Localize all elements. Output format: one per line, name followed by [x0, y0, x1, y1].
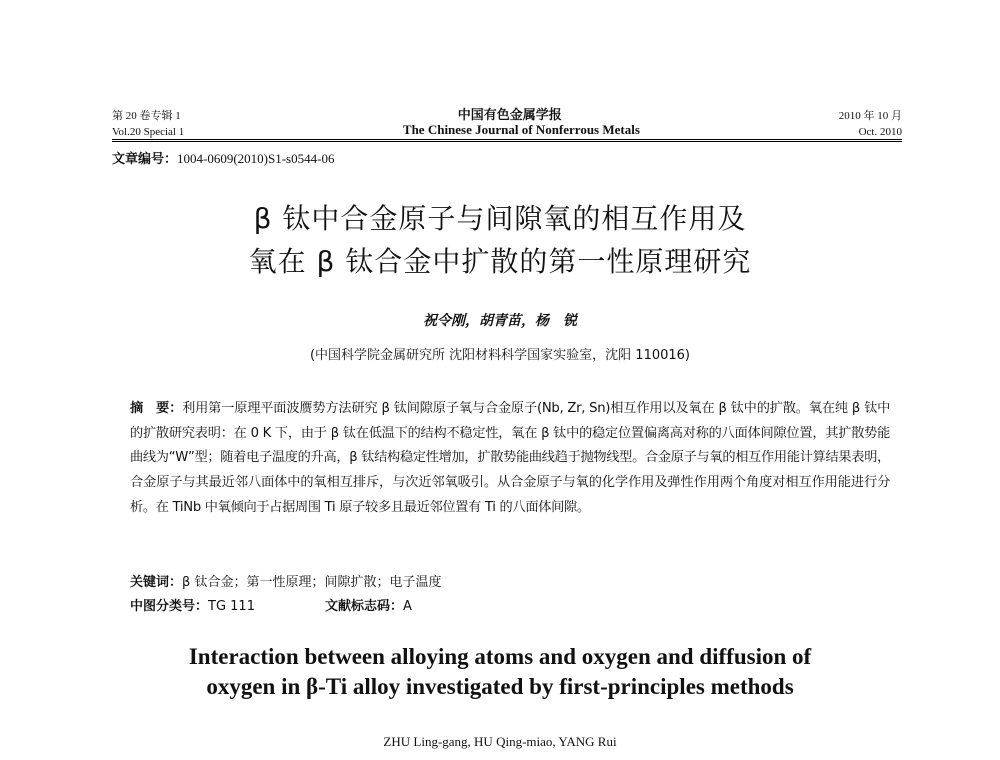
running-header-en [112, 122, 902, 138]
abstract [130, 397, 890, 521]
volume-en: Vol.20 Special 1 [112, 126, 185, 138]
running-header-cn [112, 104, 902, 123]
title-en-line2: oxygen in β-Ti alloy investigated by first-principles methods [206, 674, 794, 699]
volume-cn: 第 20 卷专辑 1 [112, 110, 181, 122]
issue-date-en: Oct. 2010 [858, 126, 902, 138]
doc-code-label: 文献标志码： [324, 599, 403, 614]
authors-cn: 祝令刚，胡青苗，杨 锐 [423, 313, 577, 329]
title-cn-line1: β 钛中合金原子与间隙氧的相互作用及 [253, 202, 747, 235]
clc-label: 中图分类号： [130, 599, 209, 614]
abstract-label: 摘 要： [130, 401, 183, 416]
doc-code-value: A [403, 599, 412, 614]
issue-date-cn: 2010 年 10 月 [838, 110, 902, 122]
header-rule [112, 139, 902, 140]
keywords-label: 关键词： [130, 575, 183, 590]
keywords-text: β 钛合金；第一性原理；间隙扩散；电子温度 [182, 575, 442, 590]
abstract-text: 利用第一原理平面波赝势方法研究 β 钛间隙原子氧与合金原子(Nb, Zr, Sn)相互作用以及氧在 β 钛中的扩散。氧在纯 β 钛中的扩散研究表明：在 0 K 下，由于 β 钛在低温下的结构不稳定性，氧在 β 钛中的稳定位置偏离高对称的八面体间隙位置，其扩散势能曲线为“W”型；随着电子温度的升高，β 钛结构稳定性增加，扩散势能曲线趋于抛物线型。合金原子与氧的相互作用能计算结果表明，合金原子与其最近邻八面体中的氧相互排斥，与次近邻氧吸引。从合金原子与氧的化学作用及弹性作用两个角度对相互作用能进行分析。在 TiNb 中氧倾向于占据周围 Ti 原子较多且最近邻位置有 Ti 的八面体间隙。 [130, 401, 890, 515]
authors-en: ZHU Ling-gang, HU Qing-miao, YANG Rui [383, 734, 617, 749]
journal-name-cn: 中国有色金属学报 [457, 108, 562, 123]
classification-line [130, 595, 412, 614]
keywords [130, 571, 441, 590]
title-cn-line2: 氧在 β 钛合金中扩散的第一性原理研究 [248, 245, 752, 278]
clc-value: TG 111 [208, 599, 255, 614]
header-rule-thin [112, 141, 902, 142]
article-number-label: 文章编号： [112, 152, 178, 167]
affiliation-cn: (中国科学院金属研究所 沈阳材料科学国家实验室，沈阳 110016) [309, 348, 691, 363]
journal-name-en: The Chinese Journal of Nonferrous Metals [402, 122, 640, 137]
article-number [112, 148, 334, 167]
article-number-value: 1004-0609(2010)S1-s0544-06 [177, 151, 335, 166]
title-en-line1: Interaction between alloying atoms and oxygen and diffusion of [188, 644, 812, 669]
